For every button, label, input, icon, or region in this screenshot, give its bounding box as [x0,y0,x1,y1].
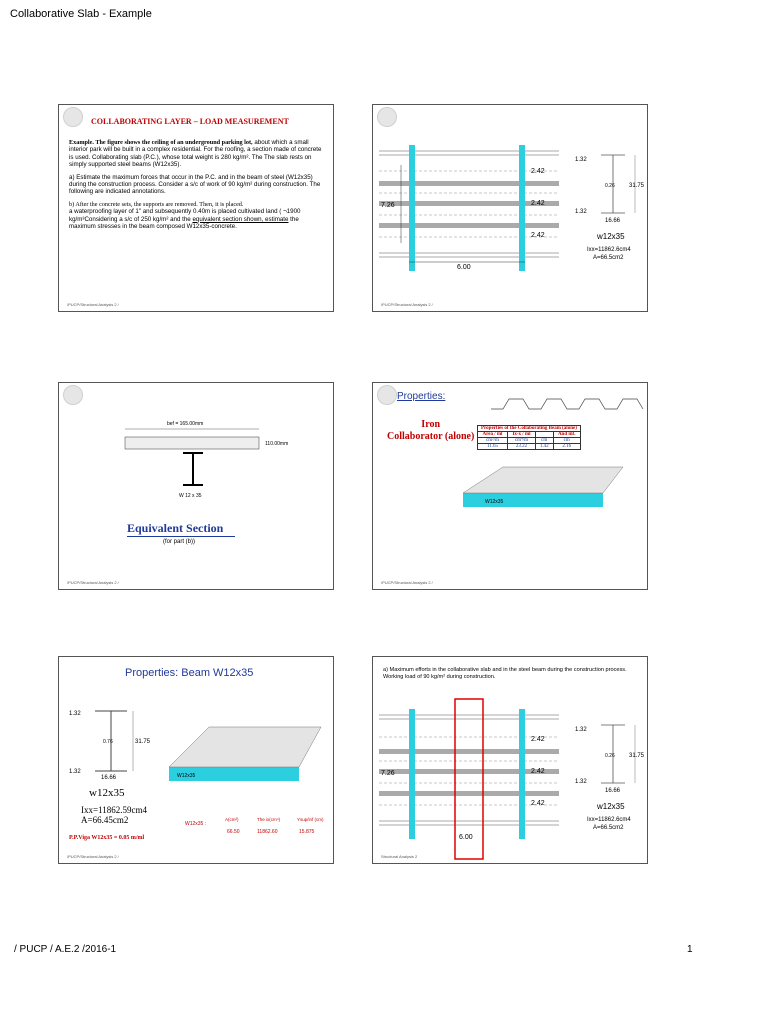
floor-plan-drawing [373,657,648,864]
dim-depth: 31.75 [629,183,645,189]
university-logo [63,107,83,127]
dim-bottom: 1.32 [69,769,81,775]
slide-footer: /PUCP/Structural Analysis 2 / [67,302,119,307]
slide-footer: /PUCP/Structural Analysis 2 / [67,580,119,585]
table-header: And inf. [553,432,580,438]
beam-name: w12x35 [89,787,125,799]
span-left-label: 7.26 [381,770,395,777]
part-b-end: the maximum stresses in the beam composed W12x35-concrete. [69,215,299,231]
table-header: Ix-x / ml [508,432,536,438]
slide-5 [58,656,334,864]
col-value: 11862.60 [257,829,278,835]
bef-label: bef = 165.00mm [167,421,204,427]
properties-title: Properties: [397,391,446,402]
span-left-label: 7.26 [381,202,395,209]
thickness-label: 110.00mm [265,441,289,447]
dim-width: 16.66 [605,788,621,794]
deck-properties-table [477,425,581,450]
slide-1 [58,104,334,312]
table-value: 23.22 [508,444,536,450]
dim-top-flange: 1.32 [575,157,587,163]
span-bottom-label: 6.00 [457,264,471,271]
table-unit: cm [535,438,553,444]
beam-strip [379,791,559,796]
slide-6 [372,656,648,864]
span-bottom-label: 6.00 [459,834,473,841]
dim-web: 0.26 [605,183,615,189]
beam-ixx: Ixx=11862.59cm4 [81,805,147,815]
dim-depth: 31.75 [135,739,151,745]
equivalent-section-drawing [59,383,334,590]
span-label-1: 2.42 [531,168,545,175]
column-left [409,145,415,271]
floor-plan-drawing [373,105,648,312]
iron-line-2: Collaborator (alone) [387,431,475,442]
dim-width: 16.66 [605,218,621,224]
part-b-underlined: equivalent section shown, estimate [192,215,289,223]
slide-4 [372,382,648,590]
beam-strip [379,181,559,186]
dim-top: 1.32 [69,711,81,717]
beam-ixx: Ixx=11862.6cm4 [587,817,631,823]
span-label-2: 2.42 [531,200,545,207]
column-right [519,145,525,271]
col-value: 66.50 [227,829,240,835]
beam-self-weight: P.P.Viga W12x35 = 0.05 m/ml [69,835,145,841]
part-a-text: a) Estimate the maximum forces that occur in the P.C. and in the beam of steel (W12x35) during the construction process. Consider a s/c of work of 90 kg/m² during construction. The following are indicated annotations. [69,173,321,196]
beam-ixx: Ixx=11862.6cm4 [587,247,631,253]
beam-strip [379,223,559,228]
slide-6-text: a) Maximum efforts in the collaborative slab and in the steel beam during the construction process. Working load of 90 kg/m² during construction. [383,667,627,680]
deck-slab [169,727,321,767]
table-value: 2.16 [553,444,580,450]
col-value: 15.875 [299,829,315,835]
dim-bottom-flange: 1.32 [575,779,587,785]
beam-strip [379,749,559,754]
slide-2 [372,104,648,312]
slide-1-body [69,139,327,235]
dim-top-flange: 1.32 [575,727,587,733]
beam-area: A=66.5cm2 [593,825,624,831]
dim-depth: 31.75 [629,753,645,759]
dim-web: 0.26 [605,753,615,759]
steel-beam [463,493,603,507]
footer-course: / PUCP / A.E.2 /2016-1 [14,944,117,955]
document-title: Collaborative Slab - Example [10,8,152,20]
col-header: The ix(cm⁴) [257,817,281,822]
col-header: Ysup/inf (cm) [297,817,324,822]
example-lead: Example. The figure shows the ceiling of an underground parking lot, [69,139,253,146]
span-label-2: 2.42 [531,768,545,775]
table-value: 1.42 [535,444,553,450]
beam-label: W 12 x 35 [179,493,202,499]
table-unit: cm²/m [478,438,508,444]
table-header: Area / ml [478,432,508,438]
table-unit: cm⁴/m [508,438,536,444]
deck-beam-label: W12x35 [485,499,504,505]
row-label: W12x35 : [185,821,207,827]
span-label-3: 2.42 [531,232,545,239]
table-unit: cm [553,438,580,444]
slide-footer: /PUCP/Structural Analysis 2 / [67,854,119,859]
iron-collaborator-label [387,419,474,443]
deck-beam-label: W12x35 [177,773,196,779]
col-header: A(cm²) [225,817,239,822]
example-text: about which a small interior park will be built in a complex residential. For the roofing, a section made of concrete is used. Collaborating slab (P.C.), whose total weight is 280 kg/m². The The slab rests on simply supported steel beams (W12x35). [69,139,322,169]
part-b-text: a waterproofing layer of 1" and subsequently 0.40m is placed cultivated land ( ¬1900 kg/m³Considering a s/c of 250 kg/m² and the [69,208,301,223]
concrete-slab [125,437,259,449]
column-right [519,709,525,839]
deck-profile-line [491,399,643,409]
span-label-1: 2.42 [531,736,545,743]
span-label-3: 2.42 [531,800,545,807]
dim-web: 0.76 [103,739,113,745]
slide-footer: /PUCP/Structural Analysis 2 / [381,302,433,307]
beam-area: A=66.5cm2 [593,255,624,261]
slide-1-title: COLLABORATING LAYER – LOAD MEASUREMENT [91,117,289,126]
part-b-lead: b) After the concrete sets, the supports are removed. Then, it is placed. [69,200,244,208]
slide-footer: Structural Analysis 2 [381,854,418,859]
dim-bottom-flange: 1.32 [575,209,587,215]
equivalent-section-subtitle: (for part (b)) [163,539,196,545]
deck-profile-drawing [373,383,648,590]
dim-width: 16.66 [101,775,117,781]
equivalent-section-title: Equivalent Section [127,521,235,537]
iron-line-1: Iron [421,419,441,430]
slide-3 [58,382,334,590]
slide-footer: /PUCP/Structural Analysis 2 / [381,580,433,585]
column-left [409,709,415,839]
table-caption: Properties of the Collaborating Beam (alone) [478,426,581,432]
beam-area: A=66.45cm2 [81,815,129,825]
deck-slab [463,467,623,493]
beam-section-drawing [59,657,334,864]
page-number: 1 [687,944,693,955]
beam-name: w12x35 [597,232,625,241]
beam-name: w12x35 [597,802,625,811]
table-value: 11.65 [478,444,508,450]
beam-properties-title: Properties: Beam W12x35 [125,667,254,679]
